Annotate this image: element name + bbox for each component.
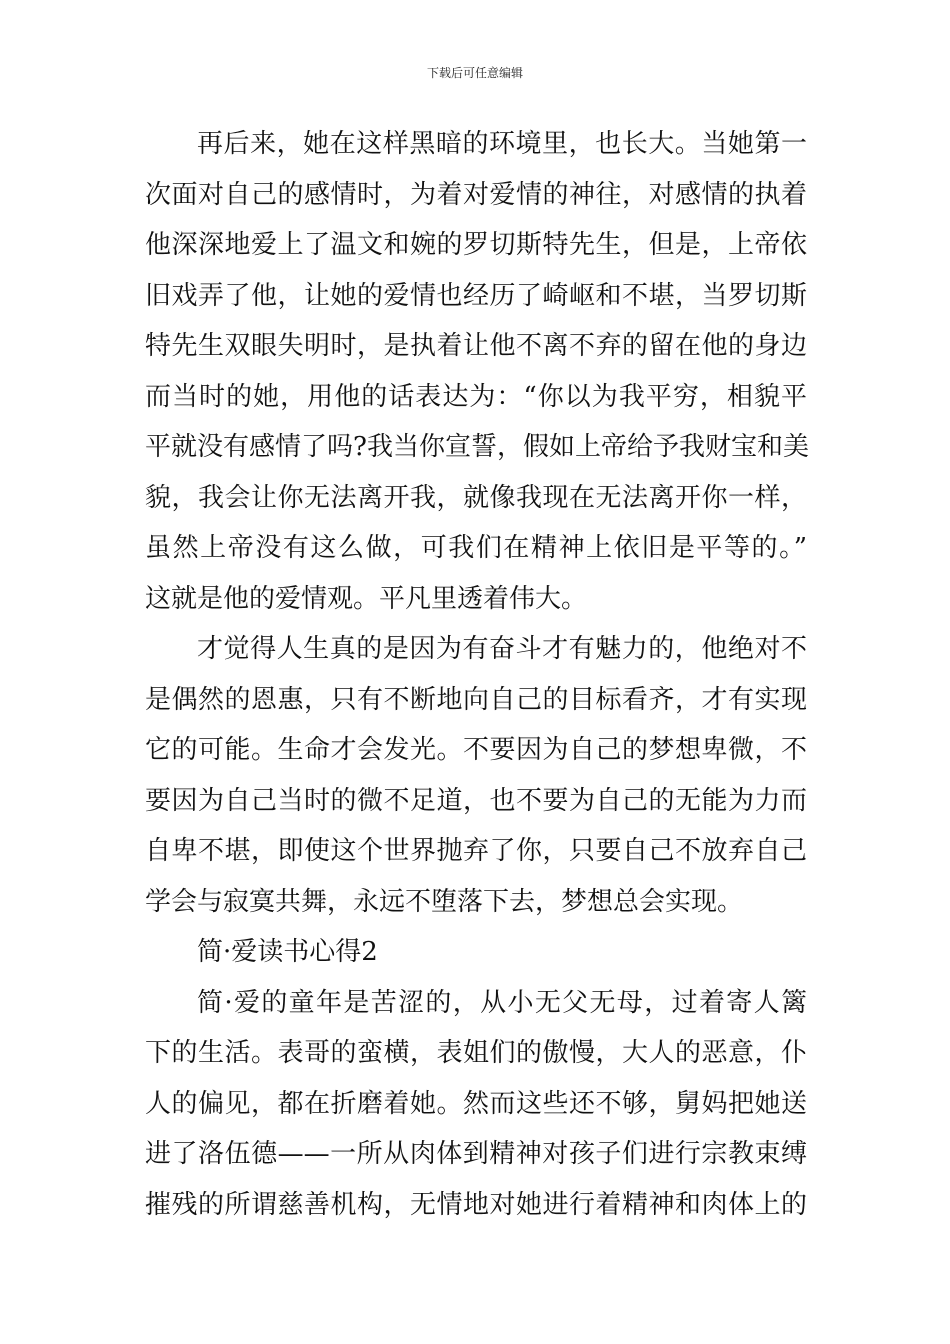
page-header: 下载后可任意编辑 xyxy=(426,66,523,80)
text-line: 虽然上帝没有这么做，可我们在精神上依旧是平等的。” xyxy=(145,533,807,563)
text-line: 再后来，她在这样黑暗的环境里，也长大。当她第一 xyxy=(197,129,807,159)
text-line: 简·爱的童年是苦涩的，从小无父无母，过着寄人篱 xyxy=(197,987,807,1018)
text-line: 平就没有感情了吗?我当你宣誓，假如上帝给予我财宝和美 xyxy=(145,432,809,462)
document-body xyxy=(145,126,807,1237)
text-line: 它的可能。生命才会发光。不要因为自己的梦想卑微，不 xyxy=(145,735,807,765)
text-line: 貌，我会让你无法离开我，就像我现在无法离开你一样， xyxy=(145,482,807,513)
text-line: 是偶然的恩惠，只有不断地向自己的目标看齐，才有实现 xyxy=(145,684,807,715)
text-line: 进了洛伍德——一所从肉体到精神对孩子们进行宗教束缚 xyxy=(145,1139,807,1169)
text-line: 特先生双眼失明时，是执着让他不离不弃的留在他的身边 xyxy=(145,331,807,361)
text-line: 下的生活。表哥的蛮横，表姐们的傲慢，大人的恶意，仆 xyxy=(145,1038,807,1068)
text-line: 这就是他的爱情观。平凡里透着伟大。 xyxy=(145,583,588,614)
text-line: 要因为自己当时的微不足道，也不要为自己的无能为力而 xyxy=(145,785,807,816)
text-line: 旧戏弄了他，让她的爱情也经历了崎岖和不堪，当罗切斯 xyxy=(145,280,807,311)
text-line: 而当时的她，用他的话表达为：“你以为我平穷，相貌平 xyxy=(145,381,807,412)
text-line: 学会与寂寞共舞，永远不堕落下去，梦想总会实现。 xyxy=(145,886,744,917)
text-line: 次面对自己的感情时，为着对爱情的神往，对感情的执着 xyxy=(145,179,807,210)
text-line: 自卑不堪，即使这个世界抛弃了你，只要自己不放弃自己 xyxy=(145,836,807,866)
text-line: 简·爱读书心得2 xyxy=(197,937,378,967)
text-line: 摧残的所谓慈善机构，无情地对她进行着精神和肉体上的 xyxy=(145,1189,807,1220)
text-line: 才觉得人生真的是因为有奋斗才有魅力的，他绝对不 xyxy=(197,634,807,664)
text-line: 他深深地爱上了温文和婉的罗切斯特先生，但是，上帝依 xyxy=(145,230,807,260)
text-line: 人的偏见，都在折磨着她。然而这些还不够，舅妈把她送 xyxy=(145,1088,807,1119)
